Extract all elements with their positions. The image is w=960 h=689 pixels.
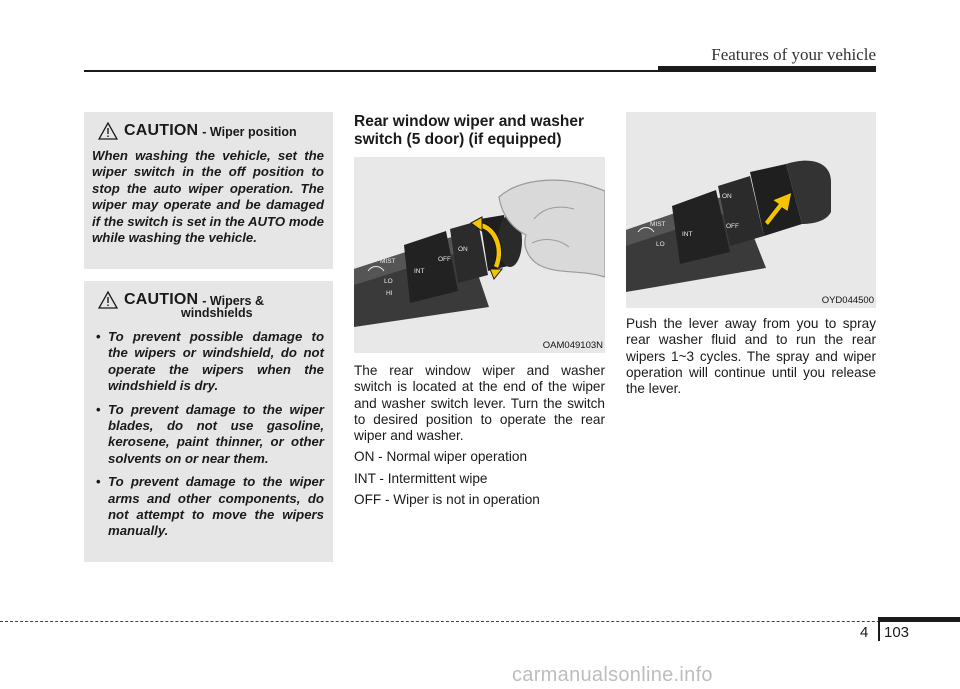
caution-bullet-item: • To prevent possible damage to the wipers or windshield, do not operate the wipers when the windshield is dry. [92,329,324,395]
label-off: OFF [438,256,451,263]
watermark: carmanualsonline.info [512,664,713,686]
caution-heading [98,122,324,140]
figure-rear-wiper-switch [354,157,605,353]
caution-box-wiper-position [84,112,333,269]
footer-rule-accent [878,617,960,622]
label-mist: MIST [380,258,396,265]
chapter-number: 4 [860,624,869,641]
wiper-lever-illustration [354,157,605,353]
header-rule-accent [658,66,876,72]
section-title [354,113,605,149]
caution-text: When washing the vehicle, set the wiper switch in the off position to stop the auto wiper operation. The wiper may operate and be damaged if the switch is set in the AUTO mode while washing the vehicle. [92,148,324,246]
caution-subtitle: - Wipers & [202,294,264,308]
caution-word: CAUTION [124,291,199,308]
label-int: INT [682,231,693,238]
label-mist: MIST [650,221,666,228]
section2-paragraph: Push the lever away from you to spray rear washer fluid and to run the rear wipers 1~3 cycles. The spray and wiper operation will continue until you release the lever. [626,316,876,397]
section2-body [626,316,876,397]
caution-bullet-list [92,329,324,540]
label-lo: LO [384,278,393,285]
page-separator [878,621,880,641]
caution-word: CAUTION [124,122,199,139]
caution-bullet-item: • To prevent damage to the wiper arms and other components, do not attempt to move the wipers manually. [92,474,324,540]
figure-code: OAM049103N [542,340,603,351]
mode-line-int: INT - Intermittent wipe [354,470,488,486]
caution-box-wipers-windshields [84,281,333,562]
label-on: ON [722,193,732,200]
warning-triangle-icon [98,122,118,140]
mode-line-on: ON - Normal wiper operation [354,449,528,465]
caution-subtitle-line2: windshields [181,306,253,320]
header-title: Features of your vehicle [711,45,876,64]
footer-rule [0,621,960,622]
warning-triangle-icon [98,291,118,309]
label-lo: LO [656,241,665,248]
section-paragraph: The rear window wiper and washer switch is located at the end of the wiper and washer switch lever. Turn the switch to desired position to operate the rear wiper and washer. [354,363,605,444]
figure-code: OYD044500 [821,295,874,306]
caution-bullet-item: • To prevent damage to the wiper blades, do not use gasoline, kerosene, paint thinner, or other solvents on or near them. [92,402,324,468]
label-hi: HI [386,290,393,297]
washer-lever-illustration [626,112,876,308]
label-off: OFF [726,223,739,230]
mode-line-off: OFF - Wiper is not in operation [354,492,540,508]
page-number: 103 [884,624,910,641]
label-on: ON [458,246,468,253]
caution-subtitle: - Wiper position [202,125,297,139]
section-body [354,363,605,508]
section-heading: Rear window wiper and washer switch (5 door) (if equipped) [354,113,584,148]
figure-rear-washer-push [626,112,876,308]
label-int: INT [414,268,425,275]
